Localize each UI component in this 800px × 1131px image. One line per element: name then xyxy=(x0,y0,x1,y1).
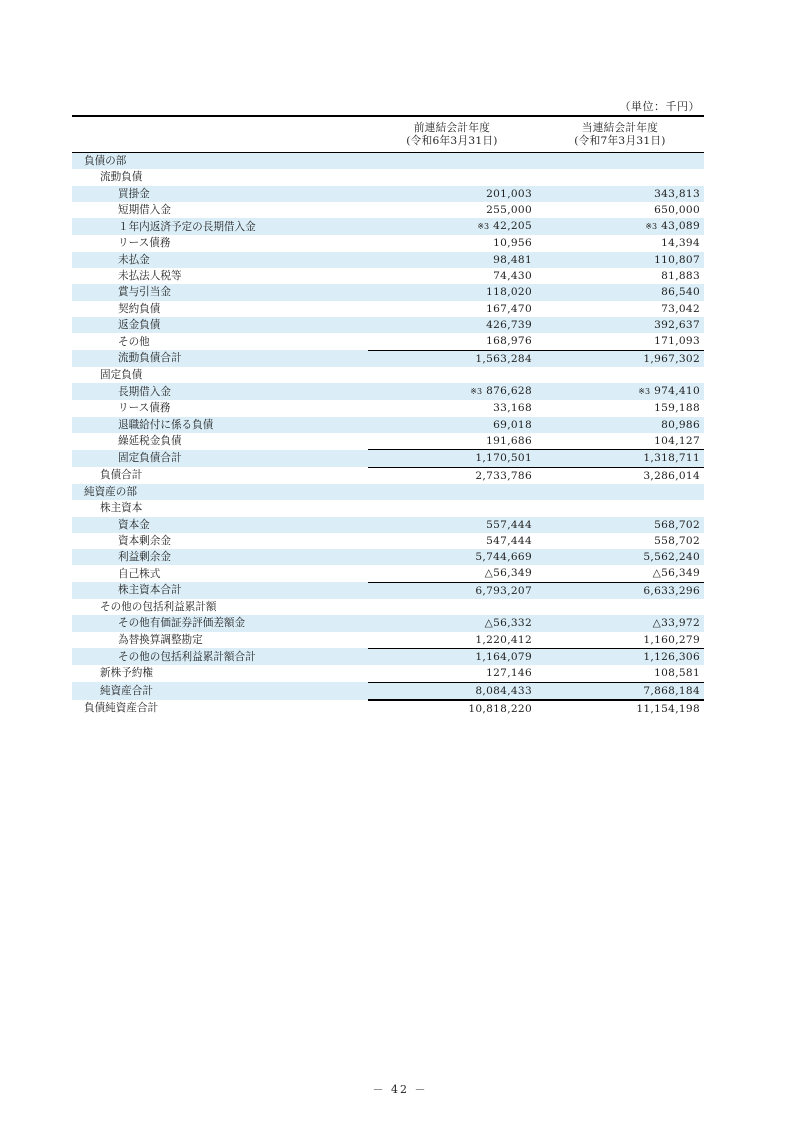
prior-year-value xyxy=(368,632,536,649)
amount: 7,868,184 xyxy=(643,684,700,697)
prior-year-value xyxy=(368,153,536,170)
amount: 159,188 xyxy=(654,402,700,415)
amount: 343,813 xyxy=(654,187,700,200)
amount: 5,744,669 xyxy=(475,551,532,564)
table-row xyxy=(72,682,704,700)
row-label: 資本金 xyxy=(72,517,368,533)
row-label: 為替換算調整勘定 xyxy=(118,633,203,646)
row-label: 流動負債合計 xyxy=(72,350,368,367)
current-year-value xyxy=(536,582,704,599)
amount: 81,883 xyxy=(661,270,700,283)
current-year-value xyxy=(536,367,704,383)
row-label: 株主資本合計 xyxy=(72,582,368,599)
current-year-value xyxy=(536,533,704,549)
row-label: 返金負債 xyxy=(72,317,368,333)
current-year-value xyxy=(536,565,704,582)
amount: 110,807 xyxy=(654,253,700,266)
prior-year-value xyxy=(368,467,536,484)
table-row xyxy=(72,500,704,516)
row-label: 負債合計 xyxy=(100,469,143,482)
amount: 14,394 xyxy=(661,237,700,250)
prior-year-value xyxy=(368,186,536,202)
row-label: 固定負債合計 xyxy=(72,450,368,467)
amount: 42,205 xyxy=(493,220,532,233)
current-year-value xyxy=(536,632,704,649)
current-year-value xyxy=(536,317,704,333)
amount: 104,127 xyxy=(654,435,700,448)
prior-year-value xyxy=(368,484,536,500)
row-label: 純資産の部 xyxy=(72,484,368,500)
note-reference: ※3 xyxy=(645,222,658,232)
row-label: １年内返済予定の長期借入金 xyxy=(72,218,368,235)
row-label: リース債務 xyxy=(118,237,171,250)
prior-year-value xyxy=(368,268,536,284)
prior-year-value xyxy=(368,317,536,333)
row-label: 負債の部 xyxy=(72,153,368,170)
prior-year-value xyxy=(368,301,536,317)
header-prior-year-title: 前連結会計年度 xyxy=(413,122,491,134)
amount: 974,410 xyxy=(654,385,700,398)
current-year-value xyxy=(536,517,704,533)
row-label: 契約負債 xyxy=(118,302,161,315)
prior-year-value xyxy=(368,202,536,218)
amount: 650,000 xyxy=(654,203,700,216)
table-row xyxy=(72,367,704,383)
prior-year-value xyxy=(368,517,536,533)
amount: 5,562,240 xyxy=(643,551,700,564)
current-year-value xyxy=(536,417,704,433)
table-row xyxy=(72,350,704,367)
prior-year-value xyxy=(368,252,536,268)
prior-year-value xyxy=(368,648,536,665)
amount: 86,540 xyxy=(661,286,700,299)
table-row xyxy=(72,517,704,533)
row-label: その他の包括利益累計額 xyxy=(100,601,217,614)
row-label: 株主資本 xyxy=(100,502,143,515)
amount: 8,084,433 xyxy=(475,684,532,697)
table-row xyxy=(72,467,704,484)
row-label: その他有価証券評価差額金 xyxy=(72,615,368,631)
header-current-year-date: (令和7年3月31日) xyxy=(574,135,666,147)
note-reference: ※3 xyxy=(470,387,483,397)
row-label: 利益剰余金 xyxy=(72,549,368,565)
prior-year-value xyxy=(368,549,536,565)
row-label: 流動負債 xyxy=(100,171,143,184)
row-label: 新株予約権 xyxy=(100,667,153,680)
current-year-value xyxy=(536,648,704,665)
table-row xyxy=(72,417,704,433)
header-prior-year-date: (令和6年3月31日) xyxy=(406,135,498,147)
row-label: 長期借入金 xyxy=(72,383,368,400)
amount: 876,628 xyxy=(486,385,532,398)
prior-year-value xyxy=(368,700,536,717)
table-row xyxy=(72,582,704,599)
note-reference: ※3 xyxy=(477,222,490,232)
row-label: 負債純資産合計 xyxy=(84,702,159,715)
current-year-value xyxy=(536,383,704,400)
amount: 255,000 xyxy=(486,203,532,216)
current-year-value xyxy=(536,268,704,284)
current-year-value xyxy=(536,700,704,717)
amount: 10,818,220 xyxy=(468,702,532,715)
amount: △56,349 xyxy=(484,567,532,580)
current-year-value xyxy=(536,665,704,682)
unit-label: （単位：千円） xyxy=(619,100,700,113)
table-header-row xyxy=(72,116,704,153)
amount: 1,170,501 xyxy=(475,452,532,465)
amount: 201,003 xyxy=(486,187,532,200)
table-row xyxy=(72,450,704,467)
table-row xyxy=(72,665,704,682)
current-year-value xyxy=(536,333,704,350)
current-year-value xyxy=(536,169,704,185)
current-year-value xyxy=(536,186,704,202)
amount: △33,972 xyxy=(652,617,700,630)
prior-year-value xyxy=(368,682,536,700)
amount: 73,042 xyxy=(661,302,700,315)
table-row xyxy=(72,301,704,317)
current-year-value xyxy=(536,301,704,317)
row-label: 純資産合計 xyxy=(72,682,368,700)
amount: 168,976 xyxy=(486,335,532,348)
row-label: 賞与引当金 xyxy=(72,284,368,300)
table-row xyxy=(72,169,704,185)
prior-year-value xyxy=(368,417,536,433)
table-row xyxy=(72,268,704,284)
table-row xyxy=(72,252,704,268)
amount: 1,220,412 xyxy=(475,633,532,646)
prior-year-value xyxy=(368,169,536,185)
amount: 3,286,014 xyxy=(643,469,700,482)
table-row xyxy=(72,383,704,400)
current-year-value xyxy=(536,599,704,615)
amount: △56,349 xyxy=(652,567,700,580)
table-row xyxy=(72,235,704,251)
prior-year-value xyxy=(368,218,536,235)
table-row xyxy=(72,700,704,717)
current-year-value xyxy=(536,235,704,251)
prior-year-value xyxy=(368,284,536,300)
amount: 1,318,711 xyxy=(643,452,700,465)
amount: 558,702 xyxy=(654,534,700,547)
amount: 392,637 xyxy=(654,318,700,331)
prior-year-value xyxy=(368,235,536,251)
row-label: 固定負債 xyxy=(100,368,143,381)
table-row xyxy=(72,186,704,202)
amount: 568,702 xyxy=(654,518,700,531)
prior-year-value xyxy=(368,433,536,450)
amount: 171,093 xyxy=(654,335,700,348)
table-row xyxy=(72,648,704,665)
note-reference: ※3 xyxy=(638,387,651,397)
prior-year-value xyxy=(368,367,536,383)
row-label: 未払金 xyxy=(72,252,368,268)
current-year-value xyxy=(536,467,704,484)
amount: 1,164,079 xyxy=(475,650,532,663)
table-row xyxy=(72,202,704,218)
header-prior-year xyxy=(368,116,536,153)
row-label: 繰延税金負債 xyxy=(118,435,182,448)
current-year-value xyxy=(536,682,704,700)
amount: 10,956 xyxy=(493,237,532,250)
amount: 2,733,786 xyxy=(475,469,532,482)
table-row xyxy=(72,615,704,631)
amount: 1,967,302 xyxy=(643,352,700,365)
current-year-value xyxy=(536,433,704,450)
page-number: － 42 － xyxy=(372,1083,428,1096)
table-row xyxy=(72,565,704,582)
prior-year-value xyxy=(368,582,536,599)
amount: 426,739 xyxy=(486,318,532,331)
header-label-column xyxy=(72,116,368,153)
prior-year-value xyxy=(368,333,536,350)
current-year-value xyxy=(536,218,704,235)
table-row xyxy=(72,599,704,615)
row-label: 自己株式 xyxy=(118,567,161,580)
table-row xyxy=(72,484,704,500)
amount: 1,563,284 xyxy=(475,352,532,365)
row-label: 買掛金 xyxy=(72,186,368,202)
table-row xyxy=(72,317,704,333)
table-row xyxy=(72,533,704,549)
table-row xyxy=(72,333,704,350)
current-year-value xyxy=(536,350,704,367)
row-label: リース債務 xyxy=(118,402,171,415)
amount: 33,168 xyxy=(493,402,532,415)
prior-year-value xyxy=(368,383,536,400)
row-label: 資本剰余金 xyxy=(118,534,171,547)
amount: 127,146 xyxy=(486,667,532,680)
current-year-value xyxy=(536,153,704,170)
current-year-value xyxy=(536,500,704,516)
amount: 69,018 xyxy=(493,418,532,431)
table-row xyxy=(72,549,704,565)
current-year-value xyxy=(536,549,704,565)
amount: 547,444 xyxy=(486,534,532,547)
table-row xyxy=(72,153,704,170)
header-current-year xyxy=(536,116,704,153)
table-row xyxy=(72,400,704,416)
amount: 557,444 xyxy=(486,518,532,531)
amount: 118,020 xyxy=(486,286,532,299)
amount: 6,633,296 xyxy=(643,584,700,597)
amount: 74,430 xyxy=(493,270,532,283)
table-row xyxy=(72,284,704,300)
balance-sheet-liabilities-table xyxy=(72,115,704,717)
current-year-value xyxy=(536,400,704,416)
table-row xyxy=(72,218,704,235)
current-year-value xyxy=(536,615,704,631)
prior-year-value xyxy=(368,615,536,631)
prior-year-value xyxy=(368,350,536,367)
amount: 80,986 xyxy=(661,418,700,431)
prior-year-value xyxy=(368,533,536,549)
prior-year-value xyxy=(368,665,536,682)
amount: 6,793,207 xyxy=(475,584,532,597)
current-year-value xyxy=(536,284,704,300)
row-label: その他 xyxy=(118,335,150,348)
header-current-year-title: 当連結会計年度 xyxy=(581,122,659,134)
amount: 108,581 xyxy=(654,667,700,680)
amount: 191,686 xyxy=(486,435,532,448)
prior-year-value xyxy=(368,599,536,615)
current-year-value xyxy=(536,484,704,500)
table-row xyxy=(72,433,704,450)
prior-year-value xyxy=(368,400,536,416)
current-year-value xyxy=(536,252,704,268)
prior-year-value xyxy=(368,565,536,582)
amount: 167,470 xyxy=(486,302,532,315)
prior-year-value xyxy=(368,500,536,516)
table-body xyxy=(72,153,704,718)
row-label: 短期借入金 xyxy=(118,203,171,216)
amount: △56,332 xyxy=(484,617,532,630)
prior-year-value xyxy=(368,450,536,467)
row-label: 退職給付に係る負債 xyxy=(72,417,368,433)
amount: 98,481 xyxy=(493,253,532,266)
current-year-value xyxy=(536,450,704,467)
amount: 11,154,198 xyxy=(636,702,700,715)
amount: 43,089 xyxy=(661,220,700,233)
table-row xyxy=(72,632,704,649)
amount: 1,126,306 xyxy=(643,650,700,663)
row-label: その他の包括利益累計額合計 xyxy=(72,648,368,665)
row-label: 未払法人税等 xyxy=(118,270,182,283)
amount: 1,160,279 xyxy=(643,633,700,646)
current-year-value xyxy=(536,202,704,218)
